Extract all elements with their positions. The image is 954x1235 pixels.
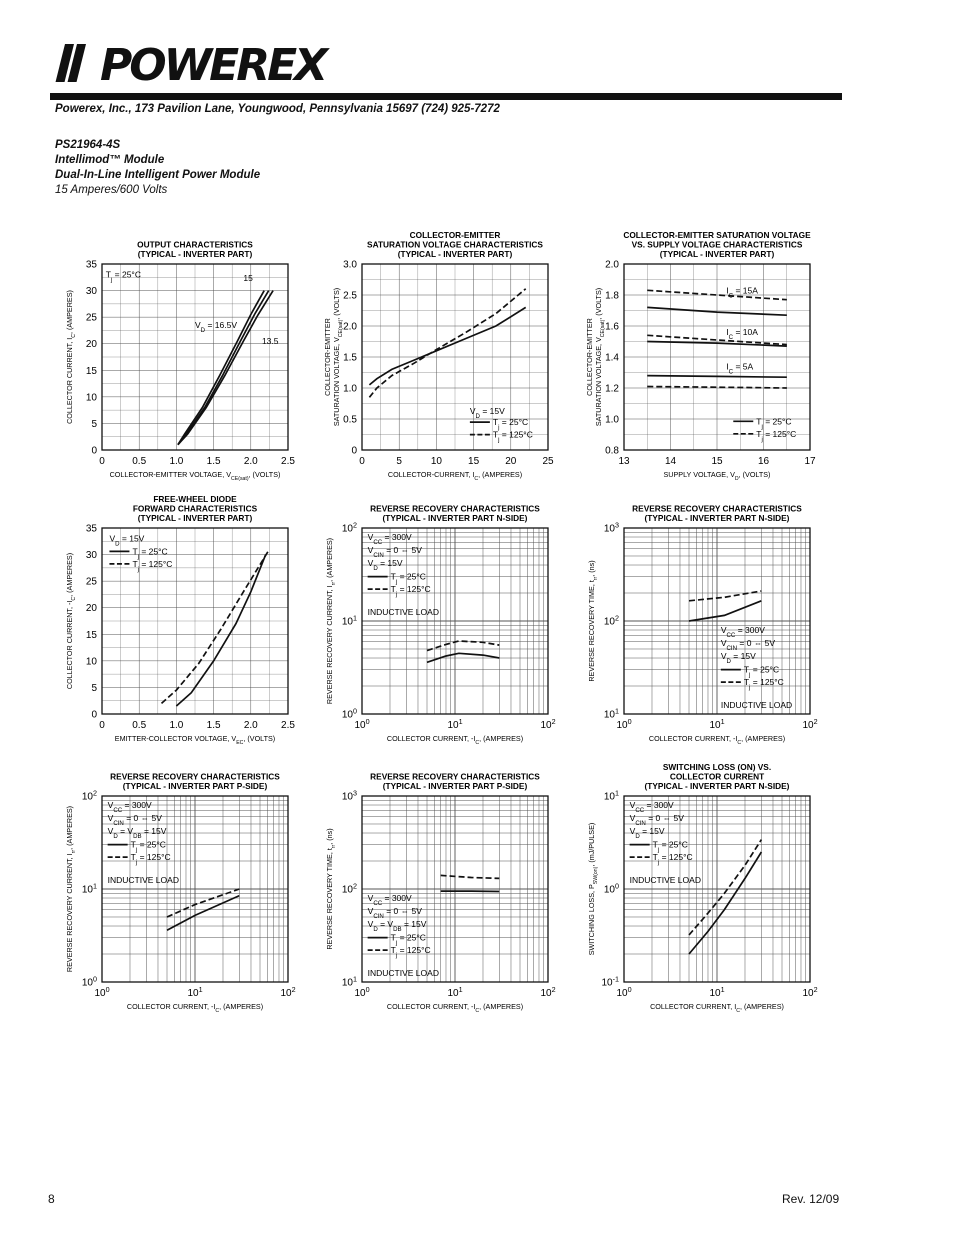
annotation-v-d-15v: $V_D = 15V$	[367, 558, 403, 572]
y-tick-label: 1.8	[605, 290, 619, 302]
chart-reverse-recovery-current-p-side	[60, 754, 320, 1014]
x-tick-label: $10^0$	[616, 716, 632, 731]
y-tick-label: 1.4	[605, 352, 619, 364]
y-tick-label: 0.8	[605, 445, 619, 457]
x-tick-label: 16	[757, 456, 770, 467]
y-tick-label: 2.0	[605, 259, 619, 271]
x-tick-label: 0.5	[132, 720, 147, 731]
x-axis-label: COLLECTOR CURRENT, $-I_C$, (AMPERES)	[386, 1002, 524, 1014]
y-tick-label: 1.0	[343, 383, 357, 395]
plot-grid	[102, 796, 288, 982]
y-tick-label: $10^0$	[341, 706, 357, 721]
annotation-v-cin-0-5v: $V_{CIN} = 0$ ⇔ 5V	[367, 906, 422, 920]
y-tick-label: $10^2$	[341, 520, 357, 535]
legend-label: $T_j = 125^\circ C$	[492, 429, 533, 444]
legend-label: $T_j = 25^\circ C$	[756, 416, 792, 430]
chart-free-wheel-diode-forward	[60, 486, 320, 746]
page-number: 8	[48, 1192, 55, 1206]
x-tick-label: 1.5	[206, 456, 221, 467]
y-axis-label: SWITCHING LOSS, $P_{SW(on)}$, (mJ/PULSE)	[587, 822, 599, 956]
annotation-v-cin-0-5v: $V_{CIN} = 0$ ⇔ 5V	[107, 813, 162, 827]
x-tick-label: 2.5	[281, 456, 295, 467]
chart-title: FREE-WHEEL DIODE	[153, 494, 237, 504]
legend-label: $T_j = 25^\circ C$	[492, 417, 529, 431]
y-tick-label: 0.5	[343, 414, 357, 426]
annotation-13-5: 13.5	[261, 336, 279, 347]
legend-label: $T_j = 125^\circ C$	[132, 558, 173, 573]
legend-label: $T_j = 125^\circ C$	[390, 945, 431, 959]
y-tick-label: 0	[91, 709, 97, 721]
x-tick-label: 0	[99, 720, 105, 731]
annotation-inductive-load: INDUCTIVE LOAD	[720, 699, 793, 710]
legend-label: $T_j = 25^\circ C$	[390, 932, 426, 947]
y-tick-label: $10^1$	[341, 613, 357, 628]
y-tick-label: 10	[85, 656, 97, 668]
chart-switching-loss-on	[582, 754, 842, 1014]
x-tick-label: $10^0$	[354, 716, 370, 731]
y-tick-label: 10	[85, 392, 97, 404]
y-tick-label: $10^2$	[81, 788, 97, 803]
y-tick-label: 25	[85, 576, 97, 588]
annotation-v-cc-300v: $V_{CC} = 300V$	[629, 800, 674, 814]
y-tick-label: 1.0	[605, 414, 619, 426]
y-axis-label: COLLECTOR CURRENT, $-I_C$, (AMPERES)	[65, 552, 77, 690]
x-axis-label: SUPPLY VOLTAGE, $V_D$, (VOLTS)	[663, 470, 771, 482]
annotation-v-cin-0-5v: $V_{CIN} = 0$ ⇔ 5V	[720, 638, 776, 652]
y-tick-label: $10^1$	[341, 974, 357, 989]
product-titles	[55, 138, 260, 198]
chart-title: (TYPICAL - INVERTER PART)	[659, 249, 775, 259]
x-tick-label: $10^0$	[94, 984, 110, 999]
x-axis-label: COLLECTOR CURRENT, $-I_C$, (AMPERES)	[126, 1002, 264, 1014]
y-tick-label: 0	[91, 445, 97, 457]
product-line: Intellimod™ Module	[55, 154, 165, 166]
series-line-tj-25c	[647, 376, 787, 378]
y-axis-label: COLLECTOR CURRENT, $I_C$, (AMPERES)	[65, 290, 77, 424]
product-description: Dual-In-Line Intelligent Power Module	[55, 169, 261, 181]
chart-reverse-recovery-time-p-side	[320, 754, 580, 1014]
annotation-v-cin-0-5v: $V_{CIN} = 0$ ⇔ 5V	[367, 545, 422, 559]
x-tick-label: 20	[505, 456, 517, 467]
annotation-t-j-25-c: $T_j = 25^\circ C$	[105, 269, 141, 284]
x-tick-label: $10^2$	[540, 716, 556, 731]
legend-label: $T_j = 125^\circ C$	[743, 677, 784, 691]
y-axis-label: REVERSE RECOVERY CURRENT, $I_{rr}$, (AMPERES)	[325, 537, 337, 705]
series-line-tj-25c	[689, 852, 761, 954]
x-axis-label: COLLECTOR CURRENT, $I_C$, (AMPERES)	[650, 1002, 784, 1014]
x-tick-label: $10^1$	[447, 984, 463, 999]
annotation-v-d-15v: $V_D = 15V$	[469, 405, 505, 420]
x-tick-label: $10^0$	[616, 984, 632, 999]
y-tick-label: 25	[85, 312, 97, 324]
series-line-tj-125c	[369, 289, 525, 398]
x-tick-label: 25	[542, 456, 554, 467]
plot-grid	[624, 796, 810, 982]
legend-label: $T_j = 25^\circ C$	[390, 571, 426, 586]
x-tick-label: $10^1$	[187, 984, 203, 999]
powerex-logo	[52, 40, 326, 91]
y-axis-label: SATURATION VOLTAGE, $V_{CE(sat)}$, (VOLTS)	[594, 287, 606, 427]
annotation-inductive-load: INDUCTIVE LOAD	[367, 967, 439, 978]
x-axis-label: EMITTER-COLLECTOR VOLTAGE, $V_{EC}$, (VOLTS)	[114, 734, 276, 746]
chart-title: COLLECTOR-EMITTER SATURATION VOLTAGE	[623, 230, 811, 240]
chart-title: OUTPUT CHARACTERISTICS	[137, 239, 253, 250]
chart-title: REVERSE RECOVERY CHARACTERISTICS	[370, 771, 540, 782]
x-tick-label: 0.5	[132, 456, 147, 467]
x-tick-label: $10^1$	[709, 984, 725, 999]
x-axis-label: COLLECTOR-CURRENT, $I_C$, (AMPERES)	[387, 470, 523, 482]
chart-title: VS. SUPPLY VOLTAGE CHARACTERISTICS	[631, 239, 803, 250]
y-tick-label: 35	[85, 523, 97, 535]
x-axis-label: COLLECTOR-EMITTER VOLTAGE, $V_{CE(sat)}$, (VOLTS)	[109, 470, 281, 482]
y-tick-label: 15	[85, 365, 97, 377]
y-tick-label: $10^1$	[603, 706, 619, 721]
chart-title: (TYPICAL - INVERTER PART N-SIDE)	[644, 513, 790, 523]
company-address: Powerex, Inc., 173 Pavilion Lane, Youngwood, Pennsylvania 15697 (724) 925-7272	[55, 103, 500, 115]
series-line-tj-125c	[689, 591, 761, 601]
y-axis-label: REVERSE RECOVERY TIME, $t_{rr}$, (ns)	[587, 560, 599, 682]
chart-title: (TYPICAL - INVERTER PART)	[397, 249, 513, 259]
series-line-tj-125c	[441, 875, 500, 878]
y-tick-label: $10^3$	[603, 520, 619, 535]
x-tick-label: 2.0	[243, 720, 258, 731]
x-tick-label: 1.0	[169, 720, 184, 731]
y-tick-label: $10^2$	[341, 881, 357, 896]
x-tick-label: 15	[711, 456, 723, 467]
y-tick-label: 3.0	[343, 259, 357, 271]
chart-title: COLLECTOR-EMITTER	[409, 230, 501, 240]
x-tick-label: 17	[804, 456, 816, 467]
annotation-i-c-10a: $I_C = 10A$	[726, 327, 758, 341]
y-tick-label: 30	[85, 550, 97, 562]
annotation-v-cin-0-5v: $V_{CIN} = 0$ ⇔ 5V	[629, 813, 684, 827]
plot-grid	[362, 528, 548, 714]
chart-title: SWITCHING LOSS (ON) VS.	[662, 762, 772, 772]
x-tick-label: 5	[396, 456, 402, 467]
y-tick-label: $10^0$	[603, 881, 619, 896]
chart-title: COLLECTOR CURRENT	[669, 771, 765, 782]
legend-label: $T_j = 125^\circ C$	[756, 428, 797, 443]
x-tick-label: $10^2$	[280, 984, 296, 999]
annotation-inductive-load: INDUCTIVE LOAD	[629, 874, 701, 885]
annotation-inductive-load: INDUCTIVE LOAD	[367, 606, 439, 617]
y-axis-label: REVERSE RECOVERY TIME, $t_{rr}$, (ns)	[325, 828, 337, 950]
chart-vce-sat-characteristics	[320, 222, 580, 482]
legend-label: $T_j = 125^\circ C$	[130, 852, 171, 866]
annotation-i-c-5a: $I_C = 5A$	[726, 361, 754, 375]
y-tick-label: 20	[85, 339, 97, 351]
annotation-inductive-load: INDUCTIVE LOAD	[107, 874, 179, 885]
series-line-tj-125c	[162, 549, 270, 703]
annotation-v-d-v-db-15v: $V_D = V_{DB} = 15V$	[367, 919, 427, 933]
chart-title: (TYPICAL - INVERTER PART)	[137, 513, 253, 523]
y-tick-label: 1.6	[605, 321, 619, 333]
legend-label: $T_j = 25^\circ C$	[132, 546, 168, 560]
y-tick-label: 5	[91, 418, 97, 430]
annotation-v-cc-300v: $V_{CC} = 300V$	[367, 893, 412, 907]
chart-title: REVERSE RECOVERY CHARACTERISTICS	[632, 503, 802, 514]
x-tick-label: $10^2$	[802, 984, 818, 999]
chart-title: REVERSE RECOVERY CHARACTERISTICS	[370, 503, 540, 514]
x-tick-label: 2.5	[281, 720, 295, 731]
chart-title: SATURATION VOLTAGE CHARACTERISTICS	[367, 239, 543, 250]
x-tick-label: 1.5	[206, 720, 221, 731]
series-line-tj-25c	[689, 601, 761, 621]
x-tick-label: 14	[664, 456, 677, 467]
y-tick-label: $10^2$	[603, 613, 619, 628]
y-tick-label: 2.0	[343, 321, 357, 333]
y-tick-label: 20	[85, 603, 97, 615]
chart-vce-sat-vs-supply-voltage	[582, 222, 842, 482]
annotation-i-c-15a: $I_C = 15A$	[726, 285, 758, 299]
legend-label: $T_j = 25^\circ C$	[130, 839, 166, 854]
annotation-15: 15	[243, 272, 253, 283]
x-tick-label: $10^2$	[540, 984, 556, 999]
y-tick-label: 1.5	[343, 352, 357, 364]
chart-title: (TYPICAL - INVERTER PART)	[137, 249, 253, 259]
x-tick-label: 2.0	[243, 456, 258, 467]
brand-text: POWEREX	[100, 40, 326, 91]
annotation-v-cc-300v: $V_{CC} = 300V$	[107, 800, 152, 814]
y-tick-label: 5	[91, 682, 97, 694]
annotation-v-cc-300v: $V_{CC} = 300V$	[720, 625, 765, 639]
chart-title: (TYPICAL - INVERTER PART N-SIDE)	[644, 781, 790, 791]
y-tick-label: $10^1$	[81, 881, 97, 896]
y-axis-label: COLLECTOR-EMITTER	[585, 318, 594, 396]
x-tick-label: $10^1$	[447, 716, 463, 731]
legend-label: $T_j = 25^\circ C$	[652, 839, 688, 854]
product-rating: 15 Amperes/600 Volts	[55, 184, 168, 196]
y-axis-label: COLLECTOR-EMITTER	[323, 318, 332, 396]
y-tick-label: $10^3$	[341, 788, 357, 803]
x-tick-label: $10^0$	[354, 984, 370, 999]
legend-label: $T_j = 125^\circ C$	[652, 852, 693, 866]
annotation-v-d-15v: $V_D = 15V$	[720, 651, 756, 665]
x-tick-label: $10^2$	[802, 716, 818, 731]
y-tick-label: 1.2	[605, 383, 619, 395]
annotation-v-d-v-db-15v: $V_D = V_{DB} = 15V$	[107, 826, 167, 840]
series-line-tj-25c	[178, 291, 264, 445]
y-axis-label: SATURATION VOLTAGE, $V_{CE(sat)}$, (VOLTS)	[332, 287, 344, 427]
y-tick-label: $10^{-1}$	[601, 974, 619, 989]
annotation-v-d-16-5v: $V_D = 16.5V$	[195, 320, 237, 334]
chart-output-characteristics	[60, 222, 320, 482]
header-rule	[50, 93, 842, 100]
series-line-tj-125c	[689, 840, 761, 935]
legend-label: $T_j = 25^\circ C$	[743, 664, 780, 679]
x-tick-label: 10	[430, 456, 442, 467]
x-tick-label: 0	[359, 456, 365, 467]
legend-label: $T_j = 125^\circ C$	[390, 584, 431, 598]
part-number: PS21964-4S	[55, 139, 121, 151]
annotation-v-cc-300v: $V_{CC} = 300V$	[367, 532, 412, 546]
y-axis-label: REVERSE RECOVERY CURRENT, $I_{rr}$, (AMPERES)	[65, 805, 77, 973]
chart-title: REVERSE RECOVERY CHARACTERISTICS	[110, 771, 280, 782]
chart-title: (TYPICAL - INVERTER PART N-SIDE)	[382, 513, 528, 523]
x-tick-label: 0	[99, 456, 105, 467]
annotation-v-d-15v: $V_D = 15V$	[629, 826, 665, 840]
y-tick-label: 2.5	[343, 290, 357, 302]
x-tick-label: 13	[618, 456, 630, 467]
y-tick-label: 15	[85, 629, 97, 641]
revision-label: Rev. 12/09	[782, 1192, 840, 1206]
y-tick-label: 30	[85, 286, 97, 298]
x-axis-label: COLLECTOR CURRENT, $-I_C$, (AMPERES)	[386, 734, 524, 746]
annotation-v-d-15v: $V_D = 15V$	[109, 533, 145, 548]
chart-reverse-recovery-time-n-side	[582, 486, 842, 746]
y-tick-label: 35	[85, 259, 97, 271]
x-tick-label: 1.0	[169, 456, 184, 467]
series-line-tj-25c	[369, 307, 525, 385]
y-tick-label: $10^1$	[603, 788, 619, 803]
x-axis-label: COLLECTOR CURRENT, $-I_C$, (AMPERES)	[648, 734, 786, 746]
x-tick-label: 15	[468, 456, 480, 467]
chart-title: (TYPICAL - INVERTER PART P-SIDE)	[382, 781, 528, 791]
y-tick-label: 0	[351, 445, 357, 457]
chart-title: FORWARD CHARACTERISTICS	[132, 503, 258, 514]
y-tick-label: $10^0$	[81, 974, 97, 989]
chart-title: (TYPICAL - INVERTER PART P-SIDE)	[122, 781, 268, 791]
chart-reverse-recovery-current-n-side	[320, 486, 580, 746]
x-tick-label: $10^1$	[709, 716, 725, 731]
